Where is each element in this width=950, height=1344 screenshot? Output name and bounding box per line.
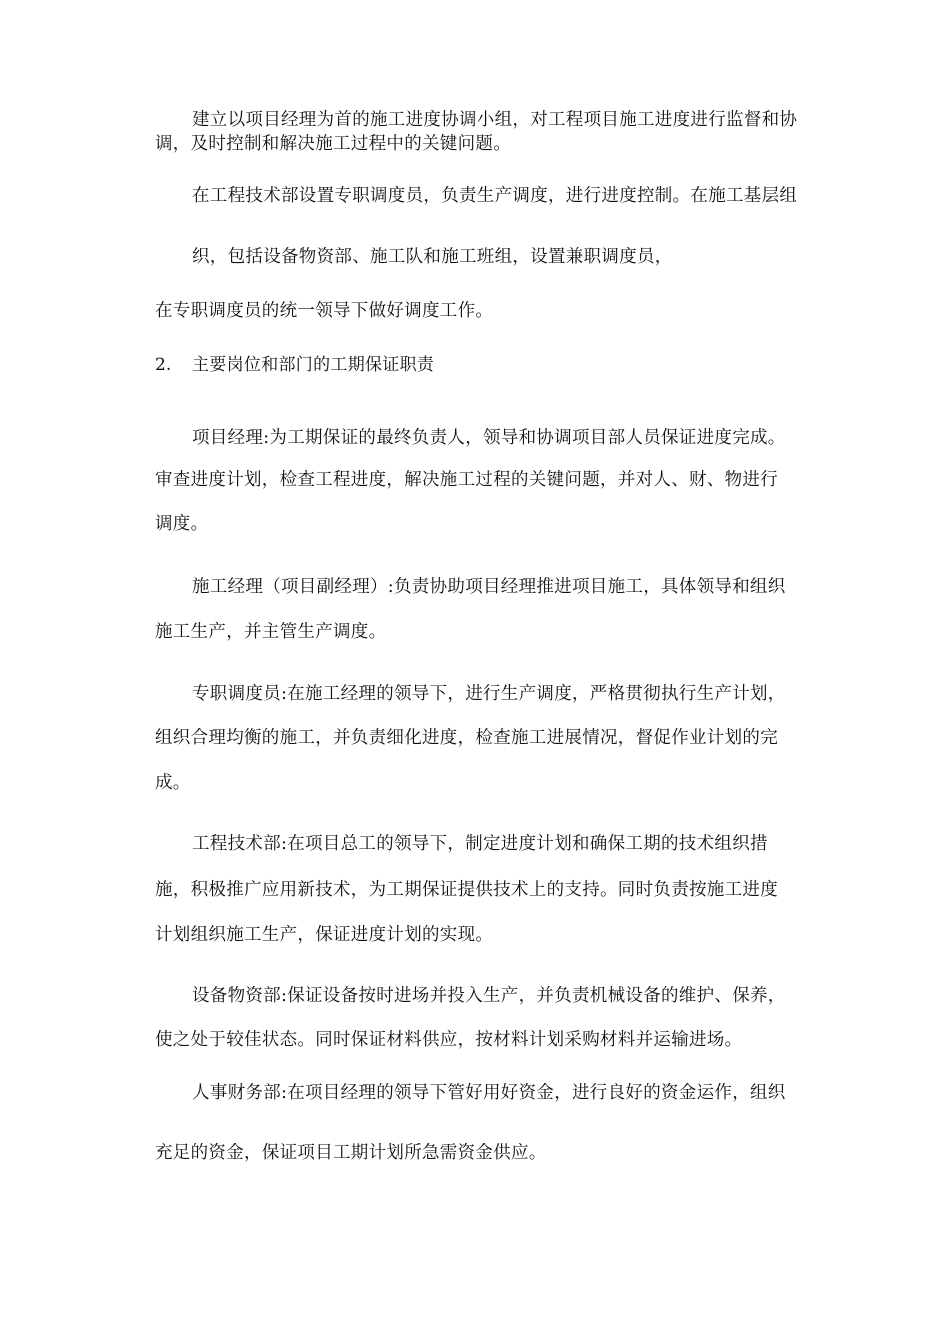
paragraph-2-line-1: 在工程技术部设置专职调度员，负责生产调度，进行进度控制。在施工基层组: [192, 186, 798, 206]
duty-equipment-dept-line-2: 使之处于较佳状态。同时保证材料供应，按材料计划采购材料并运输进场。: [155, 1030, 743, 1050]
duty-engineering-dept-line-1: 工程技术部:在项目总工的领导下，制定进度计划和确保工期的技术组织措: [192, 834, 768, 854]
duty-project-manager-line-3: 调度。: [155, 514, 209, 534]
duty-finance-dept-line-2: 充足的资金，保证项目工期计划所急需资金供应。: [155, 1143, 547, 1163]
section-title: 主要岗位和部门的工期保证职责: [192, 355, 435, 375]
paragraph-2-line-3: 在专职调度员的统一领导下做好调度工作。: [155, 301, 494, 321]
duty-construction-manager-line-1: 施工经理（项目副经理）:负责协助项目经理推进项目施工，具体领导和组织: [192, 577, 786, 597]
paragraph-1-line-1: 建立以项目经理为首的施工进度协调小组，对工程项目施工进度进行监督和协: [192, 110, 798, 130]
duty-finance-dept-line-1: 人事财务部:在项目经理的领导下管好用好资金，进行良好的资金运作，组织: [192, 1083, 786, 1103]
duty-engineering-dept-line-2: 施，积极推广应用新技术，为工期保证提供技术上的支持。同时负责按施工进度: [155, 880, 778, 900]
duty-engineering-dept-line-3: 计划组织施工生产，保证进度计划的实现。: [155, 925, 494, 945]
paragraph-2-line-2: 织，包括设备物资部、施工队和施工班组，设置兼职调度员，: [192, 247, 673, 267]
duty-construction-manager-line-2: 施工生产，并主管生产调度。: [155, 622, 387, 642]
duty-dispatcher-line-1: 专职调度员:在施工经理的领导下，进行生产调度，严格贯彻执行生产计划，: [192, 684, 786, 704]
duty-equipment-dept-line-1: 设备物资部:保证设备按时进场并投入生产，并负责机械设备的维护、保养，: [192, 986, 786, 1006]
duty-project-manager-line-2: 审查进度计划，检查工程进度，解决施工过程的关键问题，并对人、财、物进行: [155, 470, 778, 490]
duty-project-manager-line-1: 项目经理:为工期保证的最终负责人，领导和协调项目部人员保证进度完成。: [192, 428, 786, 448]
duty-dispatcher-line-3: 成。: [155, 773, 191, 793]
paragraph-1-line-2: 调，及时控制和解决施工过程中的关键问题。: [155, 134, 511, 154]
duty-dispatcher-line-2: 组织合理均衡的施工，并负责细化进度，检查施工进展情况，督促作业计划的完: [155, 728, 778, 748]
section-number: 2.: [155, 355, 172, 375]
